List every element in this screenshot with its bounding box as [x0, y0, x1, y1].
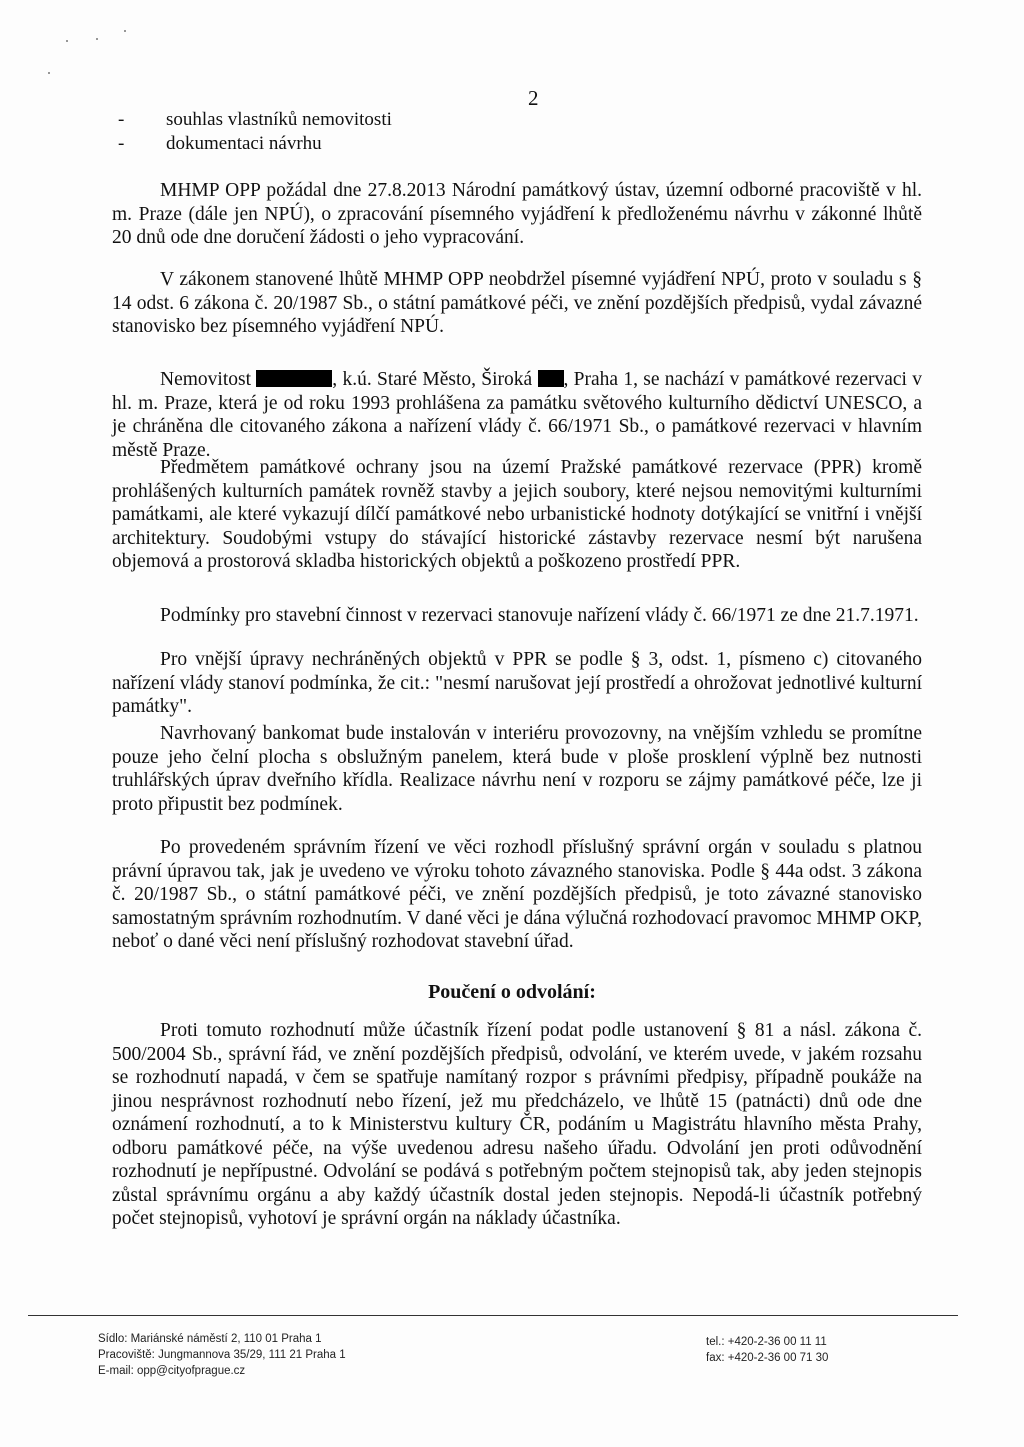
redaction-block	[538, 370, 564, 387]
paragraph-text: , Praha 1, se nachází v památkové rezervaci v hl. m. Praze, která je od roku 1993 prohlášena za památku světového kulturního dědictví UNESCO, a je chráněna dle citovaného zákona a nařízení vlády č. 66/1971 Sb., o památkové rezervaci v hlavním městě Praze.	[112, 369, 923, 461]
attachment-list	[118, 108, 392, 156]
scan-speck	[96, 38, 98, 40]
footer-sidlo: Sídlo: Mariánské náměstí 2, 110 01 Praha 1	[98, 1333, 322, 1345]
paragraph-protection-subject: Předmětem památkové ochrany jsou na území Pražské památkové rezervace (PPR) kromě prohlášených kulturních památek rovněž stavby a jejich soubory, které nejsou nemovitými kulturními památkami, ale které vykazují dílčí památkové nebo urbanistické hodnoty dotýkající se vnitřní i vnější architektury. Soudobými vstupy do stávající historické zástavby rezervace nesmí být narušena objemová a prostorová skladba historických objektů a poškozeno prostředí PPR.	[112, 457, 922, 572]
paragraph-text: Nemovitost	[160, 369, 257, 390]
footer-address	[98, 1331, 346, 1379]
paragraph-building-conditions: Podmínky pro stavební činnost v rezervaci stanovuje nařízení vlády č. 66/1971 ze dne 21.7.1971.	[160, 605, 919, 626]
redaction-block	[256, 370, 332, 387]
paragraph-property	[112, 368, 922, 462]
scan-speck	[66, 40, 68, 42]
paragraph-decision: Po provedeném správním řízení ve věci rozhodl příslušný správní orgán v souladu s platnou právní úpravou tak, jak je uvedeno ve výroku tohoto závazného stanoviska. Podle § 44a odst. 3 zákona č. 20/1987 Sb., o státní památkové péči, ve znění pozdějších předpisů, je toto závazné stanovisko samostatným správním rozhodnutím. V dané věci je dána výlučná rozhodovací pravomoc MHMP OKP, neboť o dané věci není příslušný rozhodovat stavební úřad.	[112, 837, 922, 952]
footer-contacts	[706, 1334, 828, 1366]
paragraph-no-statement: V zákonem stanovené lhůtě MHMP OPP neobdržel písemné vyjádření NPÚ, proto v souladu s § 14 odst. 6 zákona č. 20/1987 Sb., o státní památkové péči, ve znění pozdějších předpisů, vydal závazné stanovisko bez písemného vyjádření NPÚ.	[112, 269, 922, 337]
footer-tel: tel.: +420-2-36 00 11 11	[706, 1336, 827, 1348]
list-item: - souhlas vlastníků nemovitosti	[118, 108, 392, 132]
paragraph-exterior-modifications: Pro vnější úpravy nechráněných objektů v PPR se podle § 3, odst. 1, písmeno c) citovaného nařízení vlády stanoví podmínka, že cit.: "nesmí narušovat její prostředí a ohrožovat jednotlivé kulturní památky".	[112, 649, 922, 717]
paragraph-atm-proposal: Navrhovaný bankomat bude instalován v interiéru provozovny, na vnějším vzhledu se promítne pouze jeho čelní plocha s obslužným panelem, která bude v ploše prosklení výplně bez nutnosti truhlářských úprav dveřního křídla. Realizace návrhu není v rozporu se zájmy památkové péče, lze ji proto připustit bez podmínek.	[112, 723, 922, 815]
footer-fax: fax: +420-2-36 00 71 30	[706, 1352, 829, 1364]
section-title-appeal: Poučení o odvolání:	[428, 981, 596, 1003]
paragraph-appeal: Proti tomuto rozhodnutí může účastník řízení podat podle ustanovení § 81 a násl. zákona č. 500/2004 Sb., správní řád, ve znění pozdějších předpisů, odvolání, ve kterém uvede, v jakém rozsahu se rozhodnutí napadá, v čem se spatřuje namítaný rozpor s právními předpisy, případně poukáže na jinou nesprávnost rozhodnutí nebo řízení, jež mu předcházelo, ve lhůtě 15 (patnácti) dnů ode dne oznámení rozhodnutí, a to k Ministerstvu kultury ČR, podáním u Magistrátu hlavního města Prahy, odboru památkové péče, na výše uvedenou adresu našeho úřadu. Odvolání jen proti odůvodnění rozhodnutí je nepřípustné. Odvolání se podává s potřebným počtem stejnopisů tak, aby jeden stejnopis zůstal správnímu orgánu a aby každý účastník dostal jeden stejnopis. Nepodá-li účastník potřebný počet stejnopisů, vyhotoví je správní orgán na náklady účastníka.	[112, 1020, 922, 1229]
paragraph-text: , k.ú. Staré Město, Široká	[332, 369, 538, 390]
list-item: - dokumentaci návrhu	[118, 132, 392, 156]
paragraph-npu-request: MHMP OPP požádal dne 27.8.2013 Národní památkový ústav, územní odborné pracoviště v hl. m. Praze (dále jen NPÚ), o zpracování písemného vyjádření k předloženému návrhu v zákonné lhůtě 20 dnů ode dne doručení žádosti o jeho vypracování.	[112, 180, 922, 248]
scan-speck	[124, 30, 126, 32]
footer-divider	[28, 1315, 958, 1316]
scan-speck	[48, 72, 50, 74]
footer-email: E-mail: opp@cityofprague.cz	[98, 1365, 246, 1377]
page-number: 2	[528, 86, 539, 110]
footer-pracoviste: Pracoviště: Jungmannova 35/29, 111 21 Praha 1	[98, 1349, 346, 1361]
